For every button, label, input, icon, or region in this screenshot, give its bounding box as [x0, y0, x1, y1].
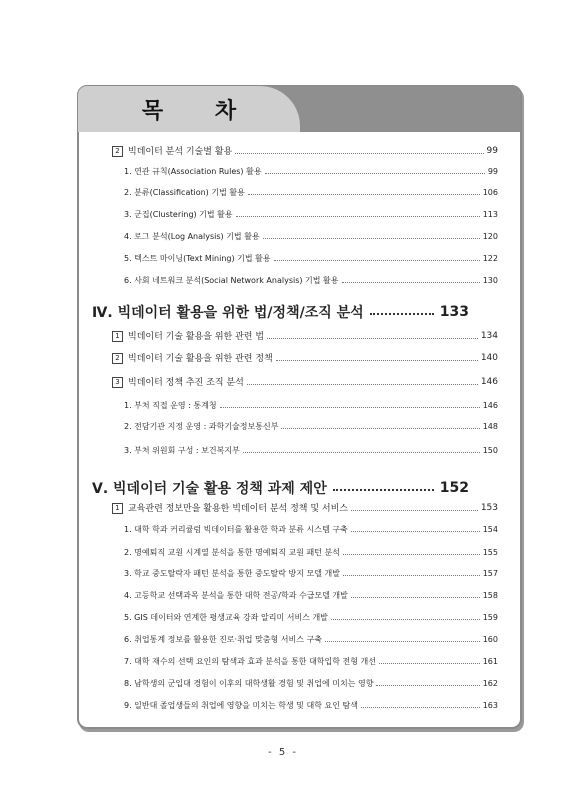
- leader-dots: [343, 554, 480, 555]
- section-number-box: 2: [112, 146, 123, 157]
- toc-entry-page: 158: [482, 591, 498, 600]
- toc-entry[interactable]: [124, 568, 498, 579]
- toc-entry-title: Ⅳ. 빅데이터 활용을 위한 법/정책/조직 분석: [92, 305, 364, 321]
- toc-entry-title: 4. 로그 분석(Log Analysis) 기법 활용: [124, 232, 260, 241]
- toc-entry[interactable]: [112, 329, 498, 343]
- leader-dots: [267, 338, 478, 339]
- toc-entry-title: 6. 취업통계 정보를 활용한 진로·취업 맞춤형 서비스 구축: [124, 635, 322, 644]
- toc-entry[interactable]: [124, 678, 498, 689]
- leader-dots: [370, 313, 434, 315]
- toc-entry-page: 161: [482, 657, 498, 666]
- toc-entry-page: 106: [482, 188, 498, 197]
- toc-entry-title: 1. 부처 직접 운영 : 통계청: [124, 401, 217, 410]
- leader-dots: [333, 489, 434, 491]
- toc-entry-title: 6. 사회 네트워크 분석(Social Network Analysis) 기법 활용: [124, 276, 339, 285]
- toc-entry-page: 133: [439, 304, 469, 320]
- toc-entry-page: 150: [482, 446, 498, 455]
- toc-entry-page: 162: [482, 679, 498, 688]
- leader-dots: [361, 707, 480, 708]
- title-tab: [78, 86, 300, 132]
- toc-entry-page: 160: [482, 635, 498, 644]
- toc-entry[interactable]: [124, 547, 498, 558]
- toc-entry-title: 5. 텍스트 마이닝(Text Mining) 기법 활용: [124, 254, 271, 263]
- toc-entry[interactable]: [124, 656, 498, 667]
- toc-entry-page: 130: [482, 276, 498, 285]
- toc-entry-page: 113: [482, 210, 498, 219]
- toc-entry-title: 1. 연관 규칙(Association Rules) 활용: [124, 167, 262, 176]
- leader-dots: [351, 510, 478, 511]
- toc-entry[interactable]: [112, 375, 498, 389]
- leader-dots: [235, 153, 483, 154]
- leader-dots: [331, 619, 480, 620]
- leader-dots: [342, 282, 480, 283]
- leader-dots: [243, 452, 480, 453]
- page-title: 목 차: [141, 98, 259, 124]
- toc-entry-title: 9. 일반대 졸업생들의 취업에 영향을 미치는 학생 및 대학 요인 탐색: [124, 701, 358, 710]
- toc-entry[interactable]: [124, 400, 498, 411]
- toc-entry-title: 7. 대학 재수의 선택 요인의 탐색과 효과 분석을 통한 대학입학 전형 개선: [124, 657, 376, 666]
- leader-dots: [276, 360, 478, 361]
- toc-entry-title: Ⅴ. 빅데이터 기술 활용 정책 과제 제안: [92, 481, 327, 497]
- toc-entry-page: 148: [482, 422, 498, 431]
- toc-entry[interactable]: [92, 478, 469, 498]
- section-number-box: 1: [112, 503, 123, 514]
- page-number: - 5 -: [268, 747, 298, 758]
- toc-entry-page: 154: [482, 525, 498, 534]
- toc-entry-title: 빅데이터 정책 추진 조직 분석: [128, 378, 244, 388]
- toc-entry-title: 3. 부처 위원회 구성 : 보건복지부: [124, 446, 240, 455]
- toc-entry-title: 3. 군집(Clustering) 기법 활용: [124, 210, 233, 219]
- section-number-box: 1: [112, 331, 123, 342]
- toc-entry-title: 빅데이터 분석 기술별 활용: [128, 147, 233, 157]
- toc-entry[interactable]: [112, 144, 498, 158]
- leader-dots: [325, 641, 480, 642]
- toc-entry[interactable]: [124, 421, 498, 432]
- toc-entry-page: 122: [482, 254, 498, 263]
- leader-dots: [379, 663, 480, 664]
- toc-entry-title: 8. 남학생의 군입대 경험이 이후의 대학생활 경험 및 취업에 미치는 영향: [124, 679, 374, 688]
- leader-dots: [274, 260, 480, 261]
- toc-entry-title: 2. 명예퇴직 교원 시계열 분석을 통한 명예퇴직 교원 패턴 분석: [124, 548, 340, 557]
- toc-entry[interactable]: [112, 351, 498, 365]
- toc-entry[interactable]: [124, 445, 498, 456]
- toc-entry-title: 교육관련 정보만을 활용한 빅데이터 분석 정책 및 서비스: [128, 504, 348, 514]
- toc-entry[interactable]: [124, 700, 498, 711]
- toc-entry-page: 99: [487, 167, 498, 176]
- toc-entry-title: 빅데이터 기술 활용을 위한 관련 정책: [128, 354, 273, 364]
- leader-dots: [281, 428, 479, 429]
- toc-entry-page: 146: [482, 401, 498, 410]
- toc-entry-page: 163: [482, 701, 498, 710]
- leader-dots: [248, 194, 480, 195]
- toc-entry-title: 3. 학교 중도탈락자 패턴 분석을 통한 중도탈락 방지 모델 개발: [124, 569, 340, 578]
- toc-entry[interactable]: [124, 231, 498, 242]
- toc-entry-page: 146: [480, 377, 498, 387]
- toc-entry[interactable]: [124, 209, 498, 220]
- toc-entry[interactable]: [124, 634, 498, 645]
- toc-entry-title: 4. 고등학교 선택과목 분석을 통한 대학 전공/학과 수급모델 개발: [124, 591, 348, 600]
- toc-entry[interactable]: [124, 590, 498, 601]
- toc-entry-page: 155: [482, 548, 498, 557]
- leader-dots: [247, 384, 478, 385]
- toc-entry-title: 2. 분류(Classification) 기법 활용: [124, 188, 245, 197]
- toc-entry[interactable]: [124, 166, 498, 177]
- toc-entry[interactable]: [124, 187, 498, 198]
- toc-entry-page: 157: [482, 569, 498, 578]
- toc-entry[interactable]: [124, 524, 498, 535]
- leader-dots: [265, 173, 485, 174]
- section-number-box: 3: [112, 377, 123, 388]
- leader-dots: [263, 238, 480, 239]
- toc-entry-page: 140: [480, 353, 498, 363]
- leader-dots: [376, 685, 479, 686]
- toc-entry[interactable]: [124, 253, 498, 264]
- toc-entry-title: 1. 대학 학과 커리큘럼 빅데이터를 활용한 학과 분류 시스템 구축: [124, 525, 348, 534]
- leader-dots: [351, 531, 480, 532]
- section-number-box: 2: [112, 353, 123, 364]
- toc-entry[interactable]: [124, 275, 498, 286]
- toc-entry-page: 153: [480, 503, 498, 513]
- leader-dots: [343, 575, 480, 576]
- toc-entry-page: 99: [486, 146, 498, 156]
- toc-entry-title: 5. GIS 데이터와 연계한 평생교육 강좌 알리미 서비스 개발: [124, 613, 328, 622]
- leader-dots: [220, 407, 480, 408]
- toc-entry-page: 134: [480, 331, 498, 341]
- toc-entry[interactable]: [112, 501, 498, 515]
- toc-entry-title: 빅데이터 기술 활용을 위한 관련 법: [128, 332, 265, 342]
- toc-entry-title: 2. 전담기관 지정 운영 : 과학기술정보통신부: [124, 422, 279, 431]
- toc-entry-page: 159: [482, 613, 498, 622]
- toc-entry-page: 152: [439, 480, 469, 496]
- leader-dots: [236, 216, 480, 217]
- toc-entry-page: 120: [482, 232, 498, 241]
- toc-entry[interactable]: [92, 302, 469, 322]
- toc-entry[interactable]: [124, 612, 498, 623]
- leader-dots: [351, 597, 480, 598]
